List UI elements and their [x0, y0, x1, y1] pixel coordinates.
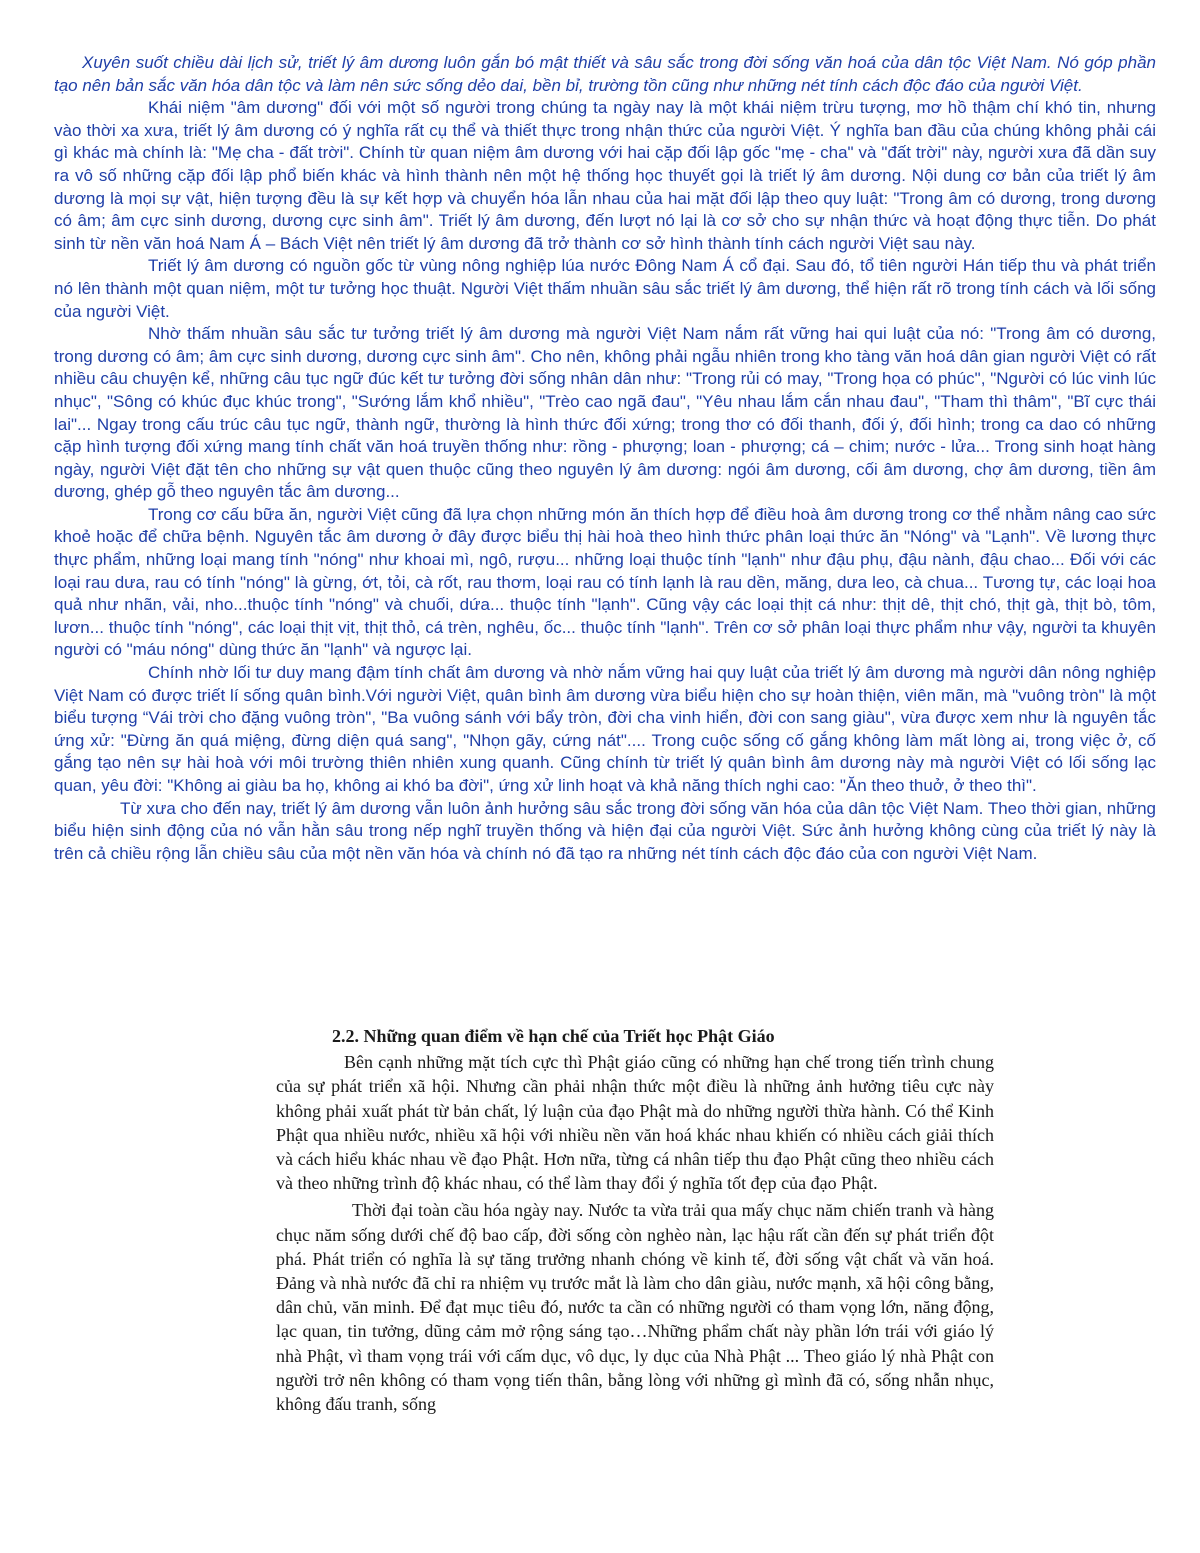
paragraph-concept: Khái niệm "âm dương" đối với một số người trong chúng ta ngày nay là một khái niệm trừu tượng, mơ hồ thậm chí khó tin, nhưng vào thời xa xưa, triết lý âm dương có ý nghĩa rất cụ thể và thiết thực trong nhận thức của người Việt. Ý nghĩa ban đầu của chúng không phải cái gì khác mà chính là: "Mẹ cha - đất trời". Chính từ quan niệm âm dương với hai cặp đối lập gốc "mẹ - cha" và "đất trời" này, người xưa đã dần suy ra vô số những cặp đối lập phổ biến khác và hình thành nên một hệ thống học thuyết gọi là triết lý âm dương. Nội dung cơ bản của triết lý âm dương là mọi sự vật, hiện tượng đều là sự kết hợp và chuyển hóa lẫn nhau của hai mặt đối lập theo quy luật: "Trong âm có dương, trong dương có âm; âm cực sinh dương, dương cực sinh âm". Triết lý âm dương, đến lượt nó lại là cơ sở cho sự nhận thức và hoạt động thực tiễn. Do phát sinh từ nền văn hoá Nam Á – Bách Việt nên triết lý âm dương đã trở thành cơ sở hình thành tính cách người Việt sau này.: [54, 98, 1156, 253]
yin-yang-essay: [54, 52, 1156, 865]
paragraph-globalization: Thời đại toàn cầu hóa ngày nay. Nước ta vừa trải qua mấy chục năm chiến tranh và hàng chục năm sống dưới chế độ bao cấp, đời sống còn nghèo nàn, lạc hậu rất cần đến sự phát triển đột phá. Phát triển có nghĩa là sự tăng trưởng nhanh chóng về kinh tế, đời sống vật chất và văn hoá. Đảng và nhà nước đã chỉ ra nhiệm vụ trước mắt là làm cho dân giàu, nước mạnh, xã hội công bằng, dân chủ, văn minh. Để đạt mục tiêu đó, nước ta cần có những người có tham vọng lớn, năng động, lạc quan, tin tưởng, dũng cảm mở rộng sáng tạo…Những phẩm chất này phần lớn trái với giáo lý nhà Phật, vì tham vọng trái với cấm dục, vô dục, ly dục của Nhà Phật ... Theo giáo lý nhà Phật con người trở nên không có tham vọng tiến thân, bằng lòng với những gì mình đã có, sống nhẫn nhục, không đấu tranh, sống: [276, 1200, 994, 1415]
paragraph-origin: Triết lý âm dương có nguồn gốc từ vùng nông nghiệp lúa nước Đông Nam Á cổ đại. Sau đó, tổ tiên người Hán tiếp thu và phát triển nó lên thành một quan niệm, một tư tưởng học thuật. Người Việt thấm nhuần sâu sắc triết lý âm dương, thể hiện rất rõ trong tính cách và lối sống của người Việt.: [54, 256, 1156, 321]
paragraph-proverbs: Nhờ thấm nhuần sâu sắc tư tưởng triết lý âm dương mà người Việt Nam nắm rất vững hai qui luật của nó: "Trong âm có dương, trong dương có âm; âm cực sinh dương, dương cực sinh âm". Cho nên, không phải ngẫu nhiên trong kho tàng văn hoá dân gian người Việt có rất nhiều câu chuyện kể, những câu tục ngữ đúc kết tư tưởng đời sống nhân dân như: "Trong rủi có may, "Trong họa có phúc", "Người có lúc vinh lúc nhục", "Sông có khúc đục khúc trong", "Sướng lắm khổ nhiều", "Trèo cao ngã đau", "Yêu nhau lắm cắn nhau đau", "Tham thì thâm", "Bĩ cực thái lai"... Ngay trong cấu trúc câu tục ngữ, thành ngữ, thường là hình thức đối xứng; trong thơ có đối thanh, đối ý, đối hình; trong ca dao có những cặp hình tượng đối xứng mang tính chất văn hoá truyền thống như: rồng - phượng; loan - phượng; cá – chim; nước - lửa... Trong sinh hoạt hàng ngày, người Việt đặt tên cho những sự vật quen thuộc cũng theo nguyên lý âm dương: ngói âm dương, cối âm dương, chợ âm dương, tiền âm dương, ghép gỗ theo nguyên tắc âm dương...: [54, 324, 1156, 502]
paragraph-food: Trong cơ cấu bữa ăn, người Việt cũng đã lựa chọn những món ăn thích hợp để điều hoà âm dương trong cơ thể nhằm nâng cao sức khoẻ hoặc để chữa bệnh. Nguyên tắc âm dương ở đây được biểu thị hài hoà theo hình thức phân loại thức ăn "Nóng" và "Lạnh". Về lương thực thực phẩm, những loại mang tính "nóng" như khoai mì, ngô, rượu... những loại thuộc tính "lạnh" như đậu phụ, đậu nành, đậu chao... Đối với các loại rau dưa, rau có tính "nóng" là gừng, ớt, tỏi, cà rốt, rau thơm, loại rau có tính lạnh là rau dền, măng, dưa leo, cà chua... Tương tự, các loại hoa quả như nhãn, vải, nho...thuộc tính "nóng" và chuối, dứa... thuộc tính "lạnh". Cũng vậy các loại thịt cá như: thịt dê, thịt chó, thịt gà, thịt bò, tôm, lươn... thuộc tính "nóng", các loại thịt vịt, thịt thỏ, cá trèn, nghêu, ốc... thuộc tính "lạnh". Trên cơ sở phân loại thực phẩm như vậy, người ta khuyên người có "máu nóng" dùng thức ăn "lạnh" và ngược lại.: [54, 504, 1156, 660]
paragraph-balance: Chính nhờ lối tư duy mang đậm tính chất âm dương và nhờ nắm vững hai quy luật của triết lý âm dương mà người dân nông nghiệp Việt Nam có được triết lí sống quân bình.Với người Việt, quân bình âm dương vừa biểu hiện cho sự hoàn thiện, viên mãn, mà "vuông tròn" là một biểu tượng “Vái trời cho đặng vuông tròn", "Ba vuông sánh với bẩy tròn, đời cha vinh hiển, đời con sang giàu", vừa được xem như là nguyên tắc ứng xử: "Đừng ăn quá miệng, đừng diện quá sang", "Nhọn gãy, cứng nát".... Trong cuộc sống cố gắng không làm mất lòng ai, trong việc ở, cố gắng tạo nên sự hài hoà với môi trường thiên nhiên xung quanh. Cũng chính từ triết lý quân bình âm dương này mà người Việt có lối sống lạc quan, yêu đời: "Không ai giàu ba họ, không ai khó ba đời", ứng xử linh hoạt và khả năng thích nghi cao: "Ăn theo thuở, ở theo thì".: [54, 663, 1156, 795]
paragraph-limitations: Bên cạnh những mặt tích cực thì Phật giáo cũng có những hạn chế trong tiến trình chung của sự phát triển xã hội. Nhưng cần phải nhận thức một điều là những ảnh hưởng tiêu cực này không phải xuất phát từ bản chất, lý luận của đạo Phật mà do những người thừa hành. Có thể Kinh Phật qua nhiều nước, nhiều xã hội với nhiều nền văn hoá khác nhau khiến có nhiều cách giải thích và cách hiểu khác nhau về đạo Phật. Hơn nữa, từng cá nhân tiếp thu đạo Phật cũng theo nhiều cách và theo những trình độ khác nhau, có thể làm thay đổi ý nghĩa tốt đẹp của đạo Phật.: [276, 1052, 994, 1194]
section-heading: 2.2. Những quan điểm về hạn chế của Triết học Phật Giáo: [332, 1026, 775, 1046]
buddhism-limitations-section: [276, 1024, 994, 1416]
intro-paragraph: Xuyên suốt chiều dài lịch sử, triết lý âm dương luôn gắn bó mật thiết và sâu sắc trong đời sống văn hoá của dân tộc Việt Nam. Nó góp phần tạo nên bản sắc văn hóa dân tộc và làm nên sức sống dẻo dai, bền bỉ, trường tồn cũng như những nét tính cách độc đáo của người Việt.: [54, 53, 1156, 95]
paragraph-conclusion: Từ xưa cho đến nay, triết lý âm dương vẫn luôn ảnh hưởng sâu sắc trong đời sống văn hóa của dân tộc Việt Nam. Theo thời gian, những biểu hiện sinh động của nó vẫn hằn sâu trong nếp nghĩ truyền thống và hiện đại của người Việt. Sức ảnh hưởng không cùng của triết lý này là trên cả chiều rộng lẫn chiều sâu của một nền văn hóa và chính nó đã tạo ra những nét tính cách độc đáo của con người Việt Nam.: [54, 798, 1156, 863]
